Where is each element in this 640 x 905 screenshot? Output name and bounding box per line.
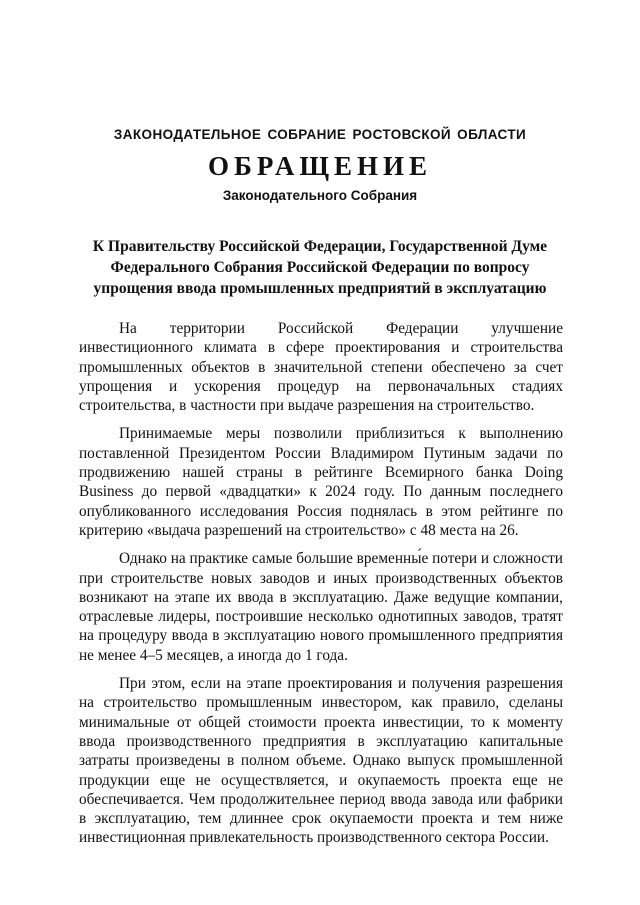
- addressee-line: Федерального Собрания Российской Федерации по вопросу: [110, 259, 530, 276]
- body-paragraph: Однако на практике самые большие временны́е потери и сложности при строительстве новых заводов и иных производственных объектов возникают на этапе их ввода в эксплуатацию. Даже ведущие компании, отраслевые лидеры, построившие несколько однотипных заводов, тратят на процедуру ввода в эксплуатацию нового промышленного предприятия не менее 4–5 месяцев, а иногда до 1 года.: [79, 550, 563, 664]
- body-paragraph: Принимаемые меры позволили приблизиться к выполнению поставленной Президентом России Владимиром Путиным задачи по продвижению нашей страны в рейтинге Всемирного банка Doing Business до первой «двадцатки» к 2024 году. По данным последнего опубликованного исследования Россия поднялась в этом рейтинге по критерию «выдача разрешений на строительство» с 48 места на 26.: [79, 425, 563, 539]
- body-paragraph: При этом, если на этапе проектирования и получения разрешения на строительство промышленным инвестором, как правило, сделаны минимальные от общей стоимости проекта инвестиции, то к моменту ввода производственного предприятия в эксплуатацию капитальные затраты произведены в полном объеме. Однако выпуск промышленной продукции еще не осуществляется, и окупаемость проекта еще не обеспечивается. Чем продолжительнее период ввода завода или фабрики в эксплуатацию, тем длиннее срок окупаемости проекта и тем ниже инвестиционная привлекательность производственного сектора России.: [79, 675, 563, 847]
- body-paragraph: На территории Российской Федерации улучшение инвестиционного климата в сфере проектирования и строительства промышленных объектов в значительной степени обеспечено за счет упрощения и ускорения процедур на первоначальных стадиях строительства, в частности при выдаче разрешения на строительство.: [79, 320, 563, 415]
- addressee-line: К Правительству Российской Федерации, Государственной Думе: [92, 238, 548, 255]
- addressee-line: упрощения ввода промышленных предприятий в эксплуатацию: [93, 280, 547, 297]
- document-subtitle: Законодательного Собрания: [222, 188, 418, 203]
- addressee-block: [60, 236, 580, 299]
- organization-header: ЗАКОНОДАТЕЛЬНОЕ СОБРАНИЕ РОСТОВСКОЙ ОБЛАСТИ: [113, 127, 527, 142]
- document-title: ОБРАЩЕНИЕ: [207, 151, 433, 181]
- body-text: [79, 319, 563, 857]
